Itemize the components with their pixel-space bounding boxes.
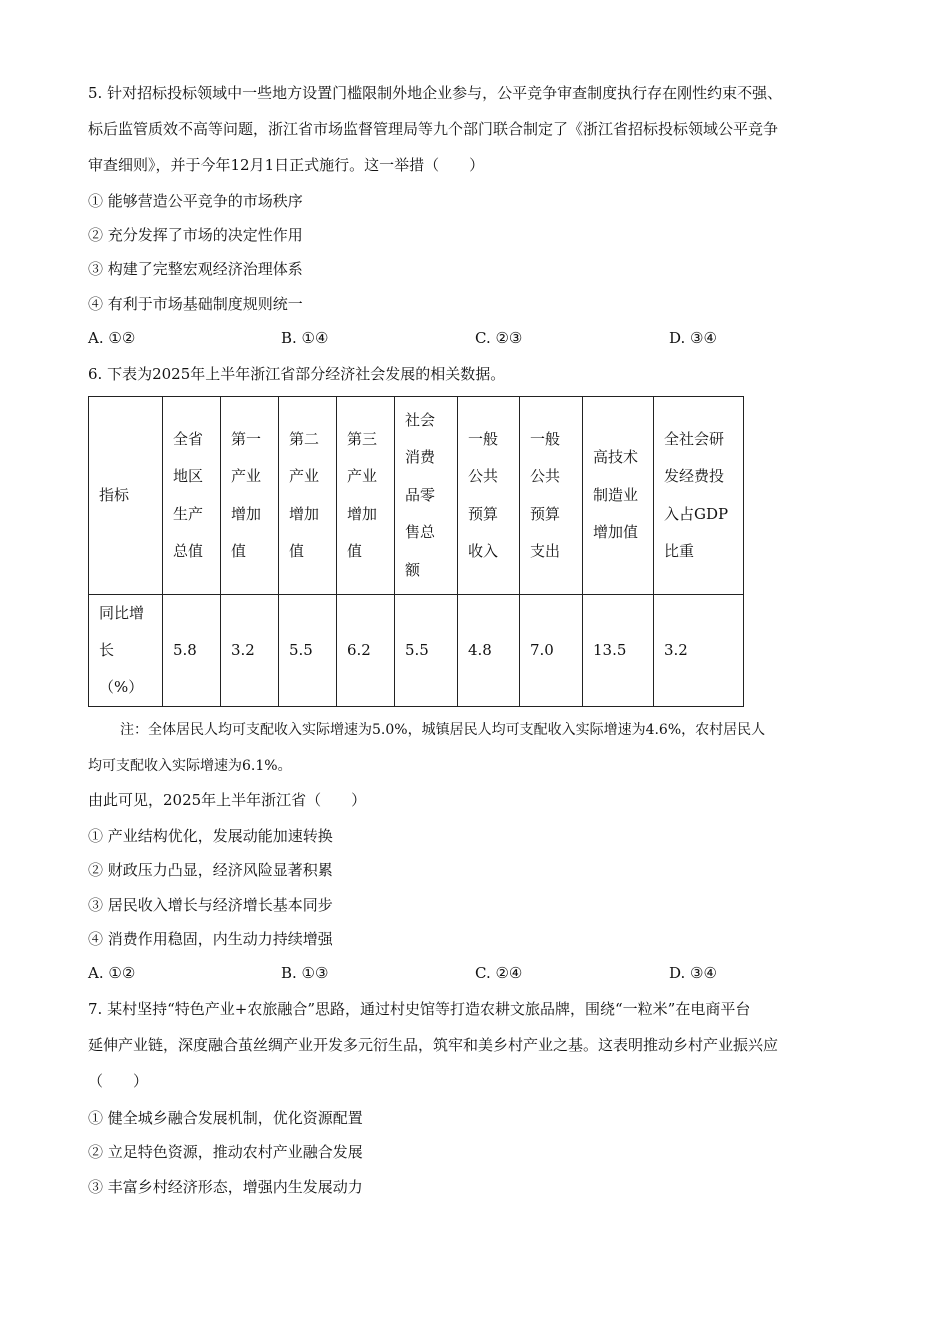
q6-item-3: ③ 居民收入增长与经济增长基本同步 — [88, 896, 333, 914]
q5-option-a: A. ①② — [88, 329, 136, 347]
value-expenditure: 7.0 — [520, 595, 583, 707]
value-hightech: 13.5 — [583, 595, 654, 707]
q6-item-4: ④ 消费作用稳固，内生动力持续增强 — [88, 930, 333, 948]
q7-item-2: ② 立足特色资源，推动农村产业融合发展 — [88, 1143, 363, 1161]
q6-options — [88, 963, 788, 983]
table-note-line-2: 均可支配收入实际增速为6.1%。 — [88, 758, 292, 774]
q5-item-4: ④ 有利于市场基础制度规则统一 — [88, 295, 303, 313]
q6-question: 由此可见，2025年上半年浙江省（ ） — [88, 791, 367, 809]
value-gdp: 5.8 — [163, 595, 221, 707]
column-header-secondary: 第二 产业 增加 值 — [279, 397, 337, 595]
q5-item-2: ② 充分发挥了市场的决定性作用 — [88, 226, 303, 244]
value-primary: 3.2 — [221, 595, 279, 707]
q7-stem-line-1: 7. 某村坚持“特色产业+农旅融合”思路，通过村史馆等打造农耕文旅品牌，围绕“一粒米”在电商平台 — [88, 1000, 751, 1018]
q5-stem-line-1: 5. 针对招标投标领域中一些地方设置门槛限制外地企业参与，公平竞争审查制度执行存在刚性约束不强、 — [88, 84, 783, 102]
column-header-hightech: 高技术 制造业 增加值 — [583, 397, 654, 595]
q6-option-d: D. ③④ — [669, 964, 717, 982]
q6-option-c: C. ②④ — [475, 964, 523, 982]
column-header-gdp: 全省 地区 生产 总值 — [163, 397, 221, 595]
q5-item-3: ③ 构建了完整宏观经济治理体系 — [88, 260, 303, 278]
data-table — [88, 396, 744, 707]
q6-stem: 6. 下表为2025年上半年浙江省部分经济社会发展的相关数据。 — [88, 365, 506, 383]
value-retail: 5.5 — [395, 595, 458, 707]
value-revenue: 4.8 — [458, 595, 520, 707]
header-label-cell: 指标 — [89, 397, 163, 595]
value-secondary: 5.5 — [279, 595, 337, 707]
value-tertiary: 6.2 — [337, 595, 395, 707]
q7-item-1: ① 健全城乡融合发展机制，优化资源配置 — [88, 1109, 363, 1127]
q5-stem-line-3: 审查细则》，并于今年12月1日正式施行。这一举措（ ） — [88, 156, 485, 174]
q5-stem-line-2: 标后监管质效不高等问题，浙江省市场监督管理局等九个部门联合制定了《浙江省招标投标领域公平竞争 — [88, 120, 779, 138]
q7-stem-line-3: （ ） — [88, 1072, 149, 1090]
row-label-cell: 同比增 长 （%） — [89, 595, 163, 707]
q5-item-1: ① 能够营造公平竞争的市场秩序 — [88, 192, 303, 210]
value-rnd: 3.2 — [654, 595, 744, 707]
column-header-expenditure: 一般 公共 预算 支出 — [520, 397, 583, 595]
q7-stem-line-2: 延伸产业链，深度融合茧丝绸产业开发多元衍生品，筑牢和美乡村产业之基。这表明推动乡村产业振兴应 — [88, 1036, 779, 1054]
table-values-row — [89, 595, 744, 707]
q5-option-c: C. ②③ — [475, 329, 523, 347]
column-header-retail: 社会 消费 品零 售总 额 — [395, 397, 458, 595]
q5-options — [88, 328, 788, 348]
column-header-revenue: 一般 公共 预算 收入 — [458, 397, 520, 595]
q6-item-2: ② 财政压力凸显，经济风险显著积累 — [88, 861, 333, 879]
q5-option-b: B. ①④ — [281, 329, 329, 347]
column-header-primary: 第一 产业 增加 值 — [221, 397, 279, 595]
q7-item-3: ③ 丰富乡村经济形态，增强内生发展动力 — [88, 1178, 363, 1196]
column-header-tertiary: 第三 产业 增加 值 — [337, 397, 395, 595]
table-note-line-1: 注：全体居民人均可支配收入实际增速为5.0%，城镇居民人均可支配收入实际增速为4.6%，农村居民人 — [120, 722, 766, 738]
q6-option-a: A. ①② — [88, 964, 136, 982]
q5-option-d: D. ③④ — [669, 329, 717, 347]
table-header-row — [89, 397, 744, 595]
column-header-rnd: 全社会研 发经费投 入占GDP 比重 — [654, 397, 744, 595]
q6-item-1: ① 产业结构优化，发展动能加速转换 — [88, 827, 333, 845]
q6-option-b: B. ①③ — [281, 964, 329, 982]
